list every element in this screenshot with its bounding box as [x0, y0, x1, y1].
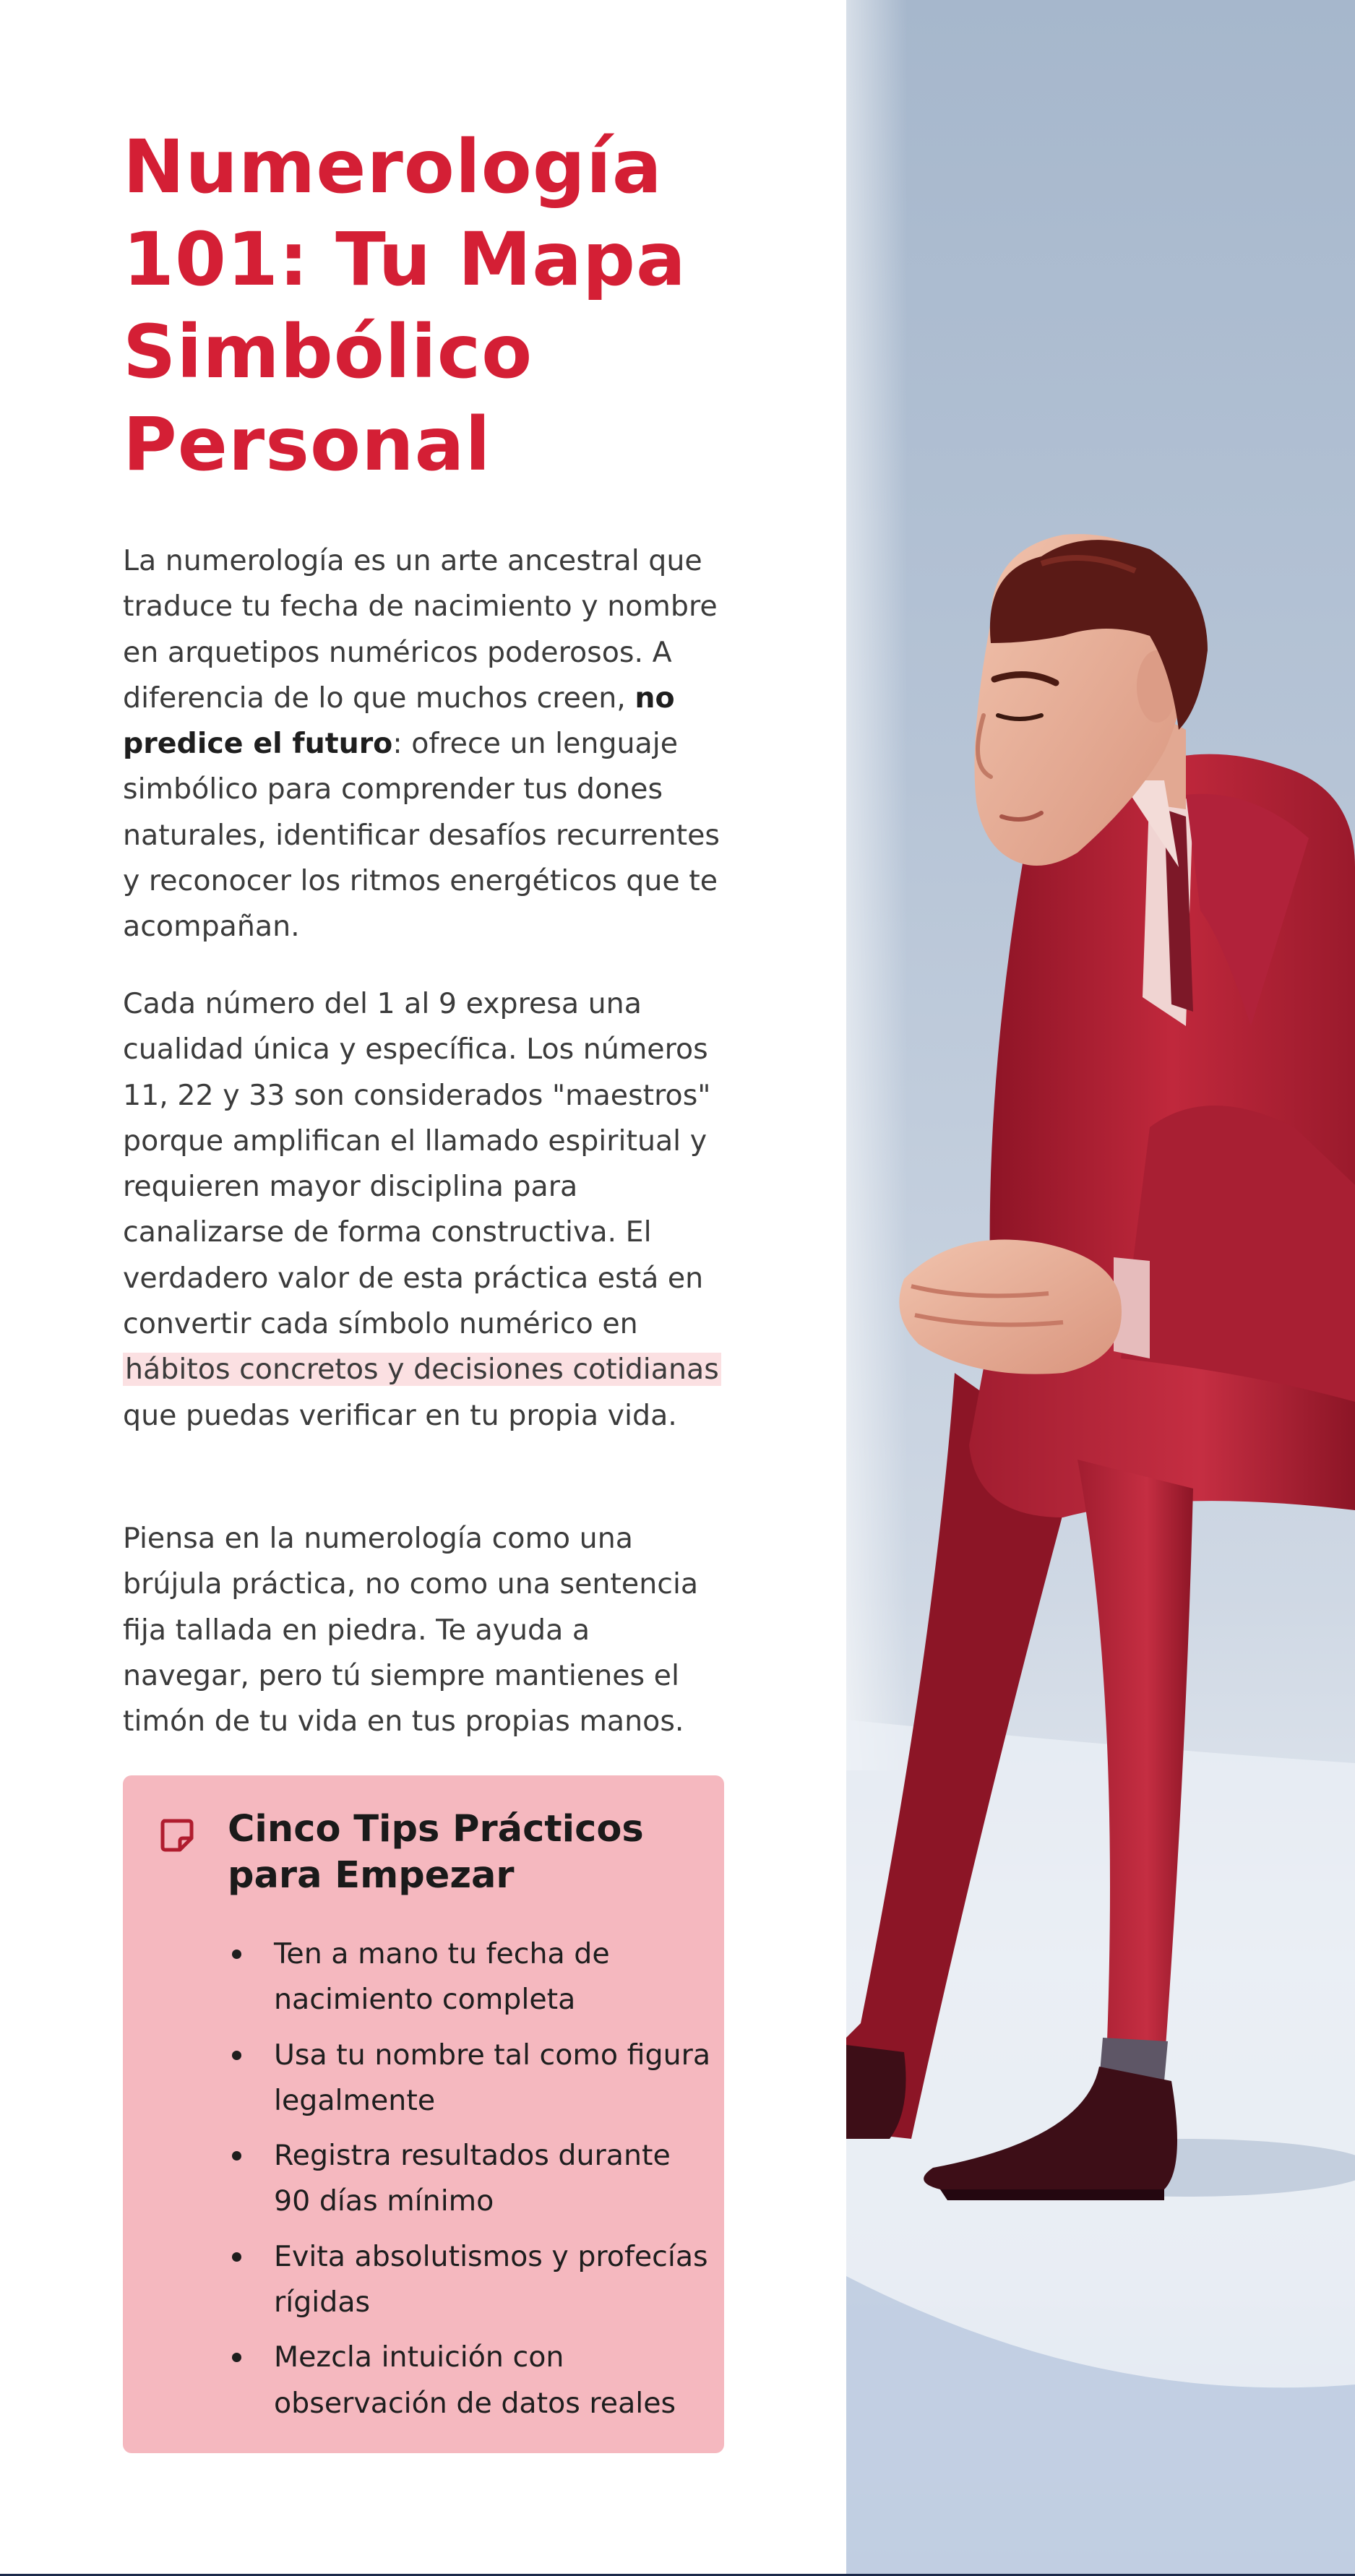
illustration-panel	[846, 0, 1355, 2576]
numbers-paragraph	[123, 981, 724, 1439]
compass-paragraph: Piensa en la numerología como una brújula práctica, no como una sentencia fija tallada en piedra. Te ayuda a navegar, pero tú siempre mantienes el timón de tu vida en tus propias manos.	[123, 1522, 699, 1739]
list-item: Evita absolutismos y profecías rígidas	[228, 2234, 712, 2326]
paragraph-text: : ofrece un lenguaje simbólico para comprender tus dones naturales, identificar desafíos recurrentes y reconocer los ritmos energéticos que te acompañan.	[123, 727, 720, 944]
tips-title: Cinco Tips Prácticos para Empezar	[228, 1808, 644, 1897]
bold-emphasis: no predice el futuro	[123, 681, 675, 761]
man-in-red-suit-illustration	[846, 0, 1355, 2576]
page-title: Numerología 101: Tu Mapa Simbólico Personal	[123, 124, 687, 488]
tips-box	[123, 1775, 724, 2453]
sticky-note-icon	[157, 1815, 196, 1854]
paragraph-text: Cada número del 1 al 9 expresa una cualidad única y específica. Los números 11, 22 y 33 son considerados "maestros" porque amplifican el llamado espiritual y requieren mayor disciplina para canalizarse de forma constructiva. El verdadero valor de esta práctica está en convertir cada símbolo numérico en	[123, 987, 711, 1341]
list-item: Usa tu nombre tal como figura legalmente	[228, 2033, 712, 2124]
list-item: Ten a mano tu fecha de nacimiento completa	[228, 1931, 712, 2023]
highlighted-phrase: hábitos concretos y decisiones cotidianas	[123, 1353, 721, 1386]
list-item: Registra resultados durante 90 días mínimo	[228, 2133, 712, 2225]
intro-paragraph	[123, 538, 724, 950]
paragraph-text: La numerología es un arte ancestral que traduce tu fecha de nacimiento y nombre en arquetipos numéricos poderosos. A diferencia de lo que muchos creen,	[123, 544, 718, 715]
list-item: Mezcla intuición con observación de datos reales	[228, 2335, 712, 2426]
tips-list	[228, 1931, 712, 2436]
paragraph-text: que puedas verificar en tu propia vida.	[123, 1398, 677, 1432]
